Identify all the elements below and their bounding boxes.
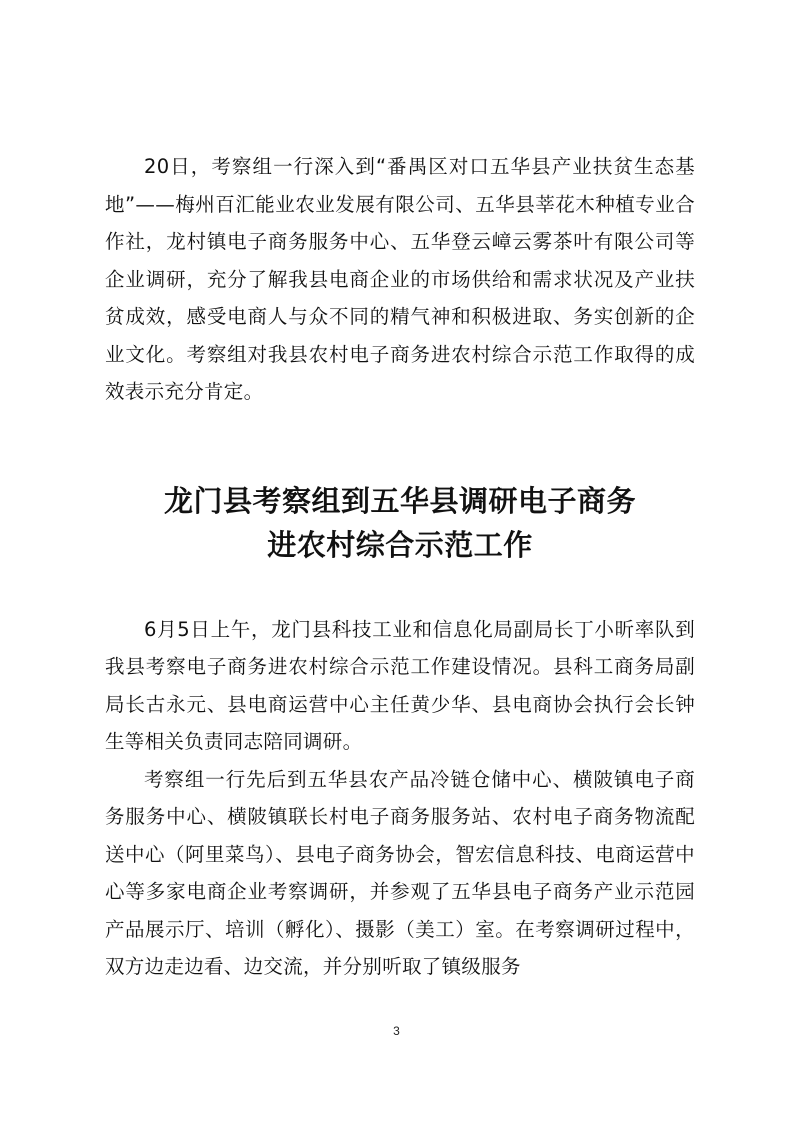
page-content	[105, 148, 695, 986]
paragraph-visit-intro: 6月5日上午，龙门县科技工业和信息化局副局长丁小昕率队到我县考察电子商务进农村综合示范工作建设情况。县科工商务局副局长古永元、县电商运营中心主任黄少华、县电商协会执行会长钟生等相关负责同志陪同调研。	[105, 617, 695, 753]
page-number: 3	[393, 1024, 400, 1038]
article-title-line-1: 龙门县考察组到五华县调研电子商务	[163, 483, 636, 518]
paragraph-visit-details: 考察组一行先后到五华县农产品冷链仓储中心、横陂镇电子商务服务中心、横陂镇联长村电子商务服务站、农村电子商务物流配送中心（阿里菜鸟）、县电子商务协会，智宏信息科技、电商运营中心等多家电商企业考察调研，并参观了五华县电子商务产业示范园产品展示厅、培训（孵化）、摄影（美工）室。在考察调研过程中，双方边走边看、边交流，并分别听取了镇级服务	[105, 767, 695, 978]
article-title	[105, 479, 695, 567]
article-title-line-2: 进农村综合示范工作	[267, 527, 533, 562]
paragraph-investigation-day-20: 20日，考察组一行深入到“番禺区对口五华县产业扶贫生态基地”——梅州百汇能业农业发展有限公司、五华县莘花木种植专业合作社，龙村镇电子商务服务中心、五华登云嶂云雾茶叶有限公司等企业调研，充分了解我县电商企业的市场供给和需求状况及产业扶贫成效，感受电商人与众不同的精气神和积极进取、务实创新的企业文化。考察组对我县农村电子商务进农村综合示范工作取得的成效表示充分肯定。	[105, 155, 695, 403]
